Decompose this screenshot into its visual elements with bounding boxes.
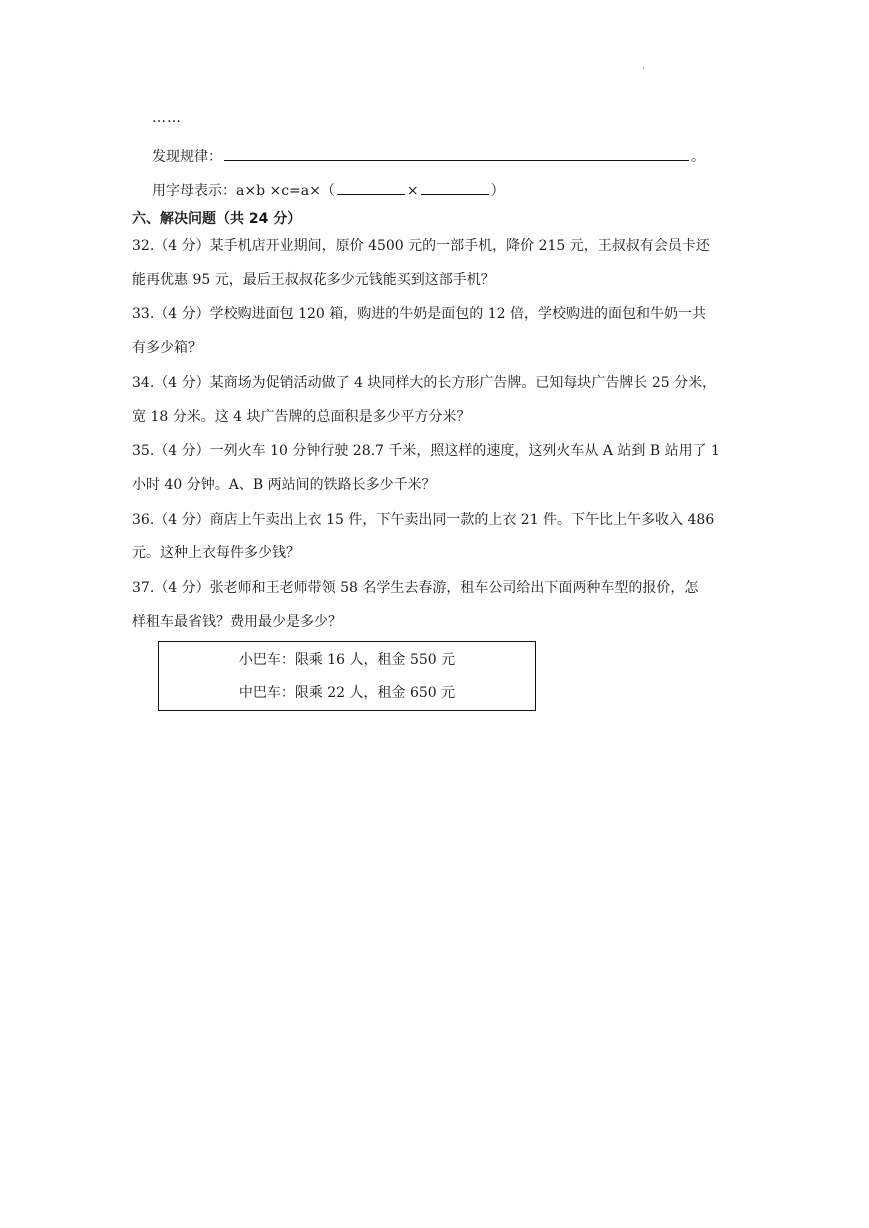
rule-line [152,146,705,167]
formula-times: × [406,183,419,199]
rule-end: 。 [691,149,705,165]
rental-price-table [158,641,536,711]
formula-prefix: 用字母表示：a×b ×c=a×（ [152,183,335,199]
rental-row-medium-bus: 中巴车：限乘 22 人，租金 650 元 [238,685,456,701]
question-33-line-2: 有多少箱？ [132,340,202,356]
formula-line [152,180,505,201]
question-36-line-2: 元。这种上衣每件多少钱？ [132,545,300,561]
question-32-line-1: 32.（4 分）某手机店开业期间，原价 4500 元的一部手机，降价 215 元，王叔叔有会员卡还 [132,238,710,254]
rental-row-small-bus: 小巴车：限乘 16 人，租金 550 元 [238,652,456,668]
question-34-line-1: 34.（4 分）某商场为促销活动做了 4 块同样大的长方形广告牌。已知每块广告牌长 25 分米， [132,375,717,391]
rule-label: 发现规律： [152,149,222,165]
question-36-line-1: 36.（4 分）商店上午卖出上衣 15 件，下午卖出同一款的上衣 21 件。下午比上午多收入 486 [132,512,715,528]
question-37-line-1: 37.（4 分）张老师和王老师带领 58 名学生去春游，租车公司给出下面两种车型的报价，怎 [132,580,699,596]
question-37-line-2: 样租车最省钱？费用最少是多少？ [132,614,342,630]
formula-blank-1[interactable] [337,180,405,195]
page-marker: · [642,64,645,74]
question-33-line-1: 33.（4 分）学校购进面包 120 箱，购进的牛奶是面包的 12 倍，学校购进的面包和牛奶一共 [132,306,706,322]
question-35-line-1: 35.（4 分）一列火车 10 分钟行驶 28.7 千米，照这样的速度，这列火车从 A 站到 B 站用了 1 [132,443,720,459]
ellipsis-text: …… [152,110,182,126]
rule-answer-blank[interactable] [224,146,689,161]
question-32-line-2: 能再优惠 95 元，最后王叔叔花多少元钱能买到这部手机？ [132,272,495,288]
formula-suffix: ） [490,183,505,199]
question-35-line-2: 小时 40 分钟。A、B 两站间的铁路长多少千米？ [132,477,436,493]
formula-blank-2[interactable] [421,180,489,195]
section-title: 六、解决问题（共 24 分） [132,211,302,227]
question-34-line-2: 宽 18 分米。这 4 块广告牌的总面积是多少平方分米？ [132,409,471,425]
